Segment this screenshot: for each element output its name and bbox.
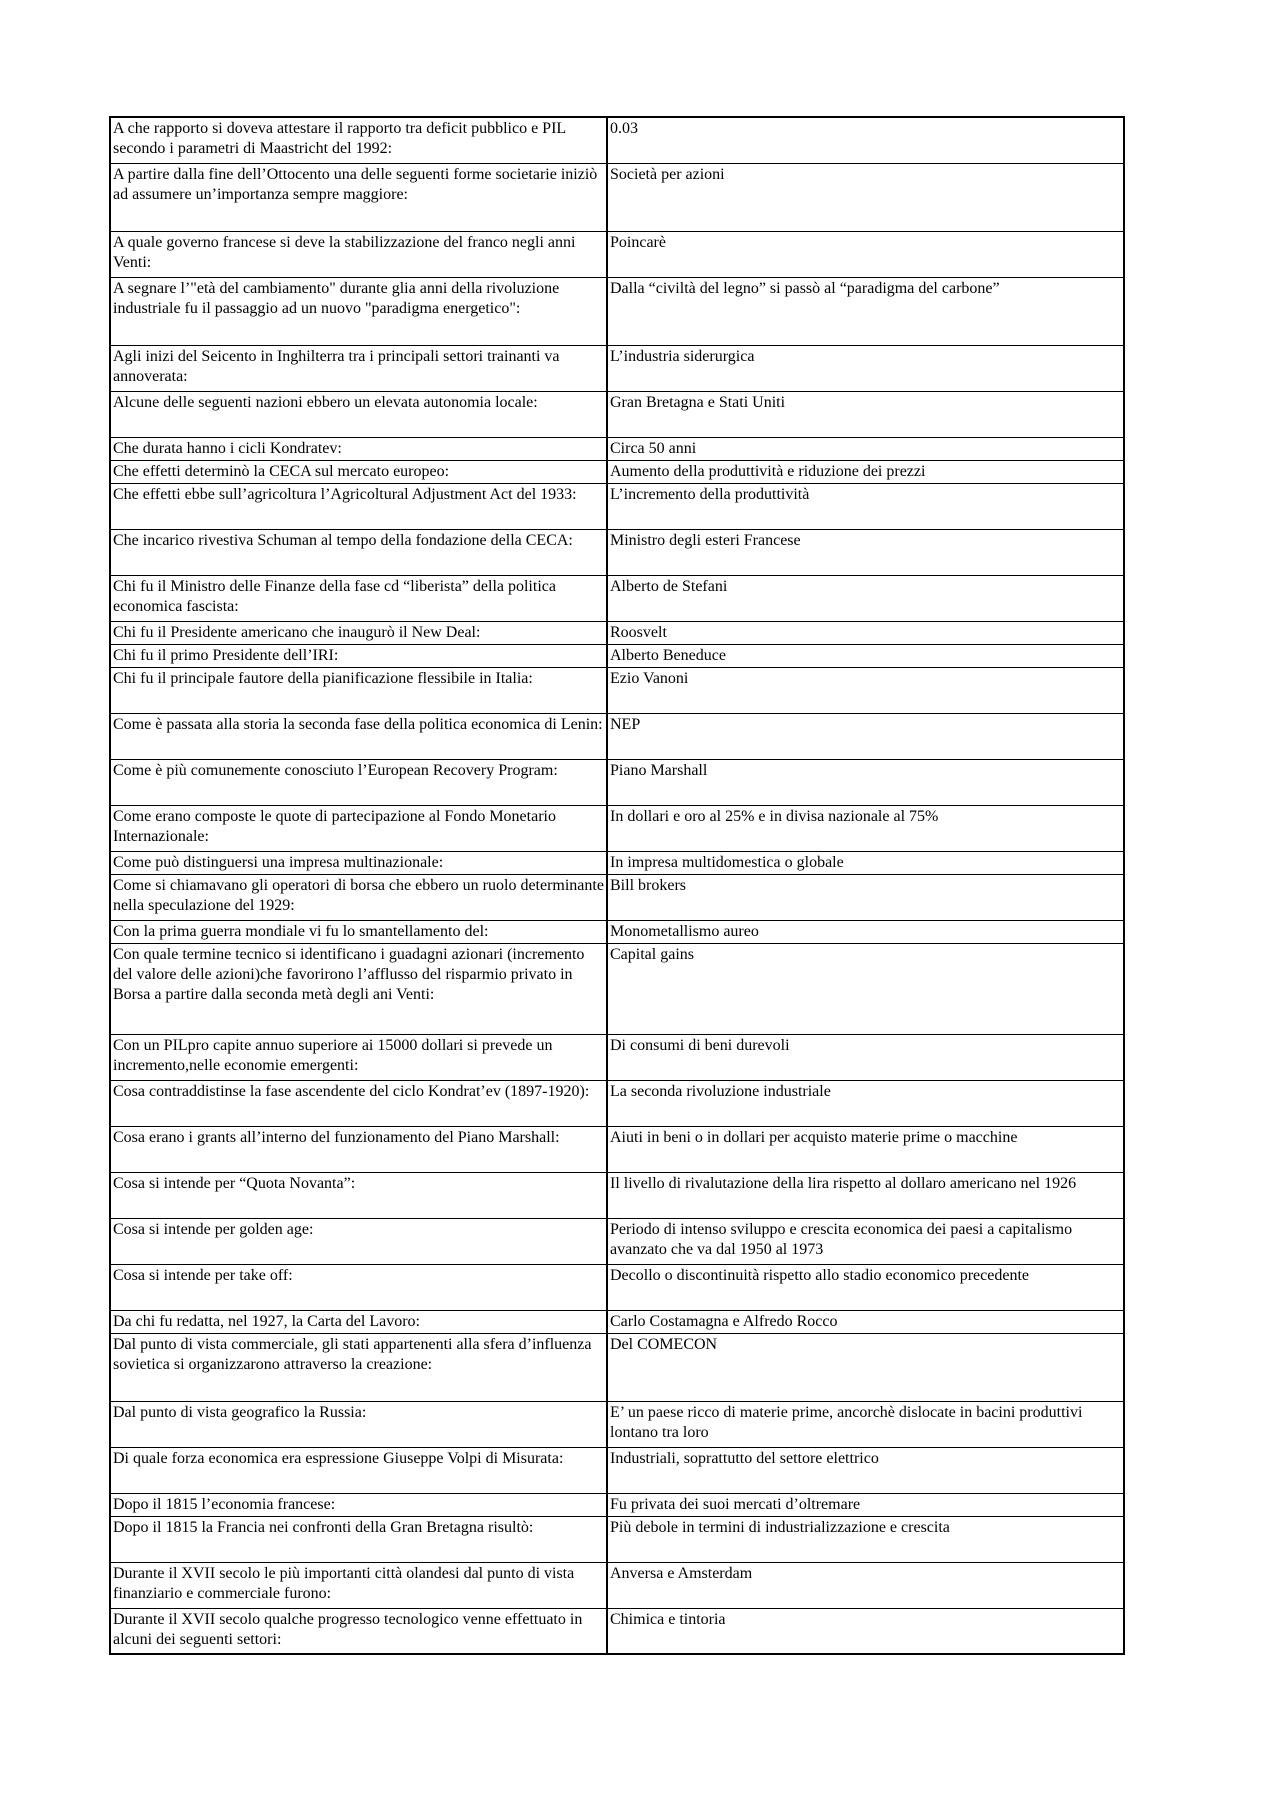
table-row [110, 575, 1124, 621]
table-row [110, 667, 1124, 713]
table-row [110, 1172, 1124, 1218]
answer-cell: Periodo di intenso sviluppo e crescita economica dei paesi a capitalismo avanzato che va dal 1950 al 1973 [607, 1218, 1124, 1264]
question-cell: Cosa si intende per “Quota Novanta”: [110, 1172, 607, 1218]
question-cell: Durante il XVII secolo le più importanti città olandesi dal punto di vista finanziario e commerciale furono: [110, 1562, 607, 1608]
question-cell: Come si chiamavano gli operatori di borsa che ebbero un ruolo determinante nella speculazione del 1929: [110, 874, 607, 920]
answer-cell: Aiuti in beni o in dollari per acquisto materie prime o macchine [607, 1126, 1124, 1172]
question-cell: Cosa si intende per take off: [110, 1264, 607, 1310]
answer-cell: Società per azioni [607, 163, 1124, 231]
question-cell: A partire dalla fine dell’Ottocento una delle seguenti forme societarie iniziò ad assumere un’importanza sempre maggiore: [110, 163, 607, 231]
question-cell: Chi fu il Presidente americano che inaugurò il New Deal: [110, 621, 607, 644]
answer-cell: Monometallismo aureo [607, 920, 1124, 943]
table-row [110, 1333, 1124, 1401]
table-row [110, 874, 1124, 920]
answer-cell: Più debole in termini di industrializzazione e crescita [607, 1516, 1124, 1562]
question-cell: Agli inizi del Seicento in Inghilterra tra i principali settori trainanti va annoverata: [110, 345, 607, 391]
qa-table [109, 116, 1125, 1655]
answer-cell: Alberto Beneduce [607, 644, 1124, 667]
question-cell: A che rapporto si doveva attestare il rapporto tra deficit pubblico e PIL secondo i parametri di Maastricht del 1992: [110, 117, 607, 163]
table-row [110, 345, 1124, 391]
answer-cell: Industriali, soprattutto del settore elettrico [607, 1447, 1124, 1493]
table-row [110, 391, 1124, 437]
answer-cell: Alberto de Stefani [607, 575, 1124, 621]
question-cell: Con la prima guerra mondiale vi fu lo smantellamento del: [110, 920, 607, 943]
table-row [110, 231, 1124, 277]
table-row [110, 163, 1124, 231]
answer-cell: Gran Bretagna e Stati Uniti [607, 391, 1124, 437]
answer-cell: Poincarè [607, 231, 1124, 277]
question-cell: Che incarico rivestiva Schuman al tempo della fondazione della CECA: [110, 529, 607, 575]
answer-cell: 0.03 [607, 117, 1124, 163]
table-row [110, 277, 1124, 345]
table-row [110, 1218, 1124, 1264]
answer-cell: Di consumi di beni durevoli [607, 1034, 1124, 1080]
answer-cell: Carlo Costamagna e Alfredo Rocco [607, 1310, 1124, 1333]
answer-cell: Ministro degli esteri Francese [607, 529, 1124, 575]
answer-cell: Bill brokers [607, 874, 1124, 920]
table-row [110, 529, 1124, 575]
answer-cell: Del COMECON [607, 1333, 1124, 1401]
question-cell: A segnare l’"età del cambiamento" durante glia anni della rivoluzione industriale fu il passaggio ad un nuovo "paradigma energetico": [110, 277, 607, 345]
question-cell: Di quale forza economica era espressione Giuseppe Volpi di Misurata: [110, 1447, 607, 1493]
table-row [110, 1310, 1124, 1333]
question-cell: Con quale termine tecnico si identificano i guadagni azionari (incremento del valore delle azioni)che favorirono l’afflusso del risparmio privato in Borsa a partire dalla seconda metà degli ani Venti: [110, 943, 607, 1034]
question-cell: Cosa si intende per golden age: [110, 1218, 607, 1264]
table-row [110, 1264, 1124, 1310]
question-cell: Che effetti determinò la CECA sul mercato europeo: [110, 460, 607, 483]
question-cell: Come è più comunemente conosciuto l’European Recovery Program: [110, 759, 607, 805]
table-row [110, 1608, 1124, 1654]
answer-cell: Circa 50 anni [607, 437, 1124, 460]
table-row [110, 1080, 1124, 1126]
table-row [110, 1401, 1124, 1447]
table-row [110, 805, 1124, 851]
answer-cell: Chimica e tintoria [607, 1608, 1124, 1654]
question-cell: Cosa contraddistinse la fase ascendente del ciclo Kondrat’ev (1897-1920): [110, 1080, 607, 1126]
answer-cell: Fu privata dei suoi mercati d’oltremare [607, 1493, 1124, 1516]
question-cell: A quale governo francese si deve la stabilizzazione del franco negli anni Venti: [110, 231, 607, 277]
question-cell: Da chi fu redatta, nel 1927, la Carta del Lavoro: [110, 1310, 607, 1333]
table-row [110, 644, 1124, 667]
question-cell: Che durata hanno i cicli Kondratev: [110, 437, 607, 460]
table-row [110, 1447, 1124, 1493]
question-cell: Cosa erano i grants all’interno del funzionamento del Piano Marshall: [110, 1126, 607, 1172]
answer-cell: In impresa multidomestica o globale [607, 851, 1124, 874]
table-row [110, 943, 1124, 1034]
question-cell: Dopo il 1815 la Francia nei confronti della Gran Bretagna risultò: [110, 1516, 607, 1562]
question-cell: Chi fu il principale fautore della pianificazione flessibile in Italia: [110, 667, 607, 713]
answer-cell: Decollo o discontinuità rispetto allo stadio economico precedente [607, 1264, 1124, 1310]
question-cell: Durante il XVII secolo qualche progresso tecnologico venne effettuato in alcuni dei seguenti settori: [110, 1608, 607, 1654]
table-row [110, 1493, 1124, 1516]
question-cell: Dopo il 1815 l’economia francese: [110, 1493, 607, 1516]
table-row [110, 1516, 1124, 1562]
table-row [110, 759, 1124, 805]
question-cell: Come può distinguersi una impresa multinazionale: [110, 851, 607, 874]
table-row [110, 920, 1124, 943]
answer-cell: Dalla “civiltà del legno” si passò al “paradigma del carbone” [607, 277, 1124, 345]
table-row [110, 1126, 1124, 1172]
question-cell: Alcune delle seguenti nazioni ebbero un elevata autonomia locale: [110, 391, 607, 437]
table-row [110, 1562, 1124, 1608]
answer-cell: L’incremento della produttività [607, 483, 1124, 529]
answer-cell: Il livello di rivalutazione della lira rispetto al dollaro americano nel 1926 [607, 1172, 1124, 1218]
answer-cell: Anversa e Amsterdam [607, 1562, 1124, 1608]
question-cell: Chi fu il Ministro delle Finanze della fase cd “liberista” della politica economica fascista: [110, 575, 607, 621]
question-cell: Con un PILpro capite annuo superiore ai 15000 dollari si prevede un incremento,nelle economie emergenti: [110, 1034, 607, 1080]
table-row [110, 621, 1124, 644]
question-cell: Chi fu il primo Presidente dell’IRI: [110, 644, 607, 667]
answer-cell: E’ un paese ricco di materie prime, ancorchè dislocate in bacini produttivi lontano tra loro [607, 1401, 1124, 1447]
question-cell: Come è passata alla storia la seconda fase della politica economica di Lenin: [110, 713, 607, 759]
answer-cell: Capital gains [607, 943, 1124, 1034]
question-cell: Come erano composte le quote di partecipazione al Fondo Monetario Internazionale: [110, 805, 607, 851]
table-row [110, 851, 1124, 874]
question-cell: Dal punto di vista commerciale, gli stati appartenenti alla sfera d’influenza sovietica si organizzarono attraverso la creazione: [110, 1333, 607, 1401]
table-row [110, 483, 1124, 529]
qa-table-body [110, 117, 1124, 1654]
question-cell: Dal punto di vista geografico la Russia: [110, 1401, 607, 1447]
table-row [110, 437, 1124, 460]
answer-cell: Piano Marshall [607, 759, 1124, 805]
answer-cell: NEP [607, 713, 1124, 759]
question-cell: Che effetti ebbe sull’agricoltura l’Agricoltural Adjustment Act del 1933: [110, 483, 607, 529]
table-row [110, 1034, 1124, 1080]
answer-cell: La seconda rivoluzione industriale [607, 1080, 1124, 1126]
answer-cell: Ezio Vanoni [607, 667, 1124, 713]
table-row [110, 713, 1124, 759]
answer-cell: Roosvelt [607, 621, 1124, 644]
answer-cell: L’industria siderurgica [607, 345, 1124, 391]
answer-cell: In dollari e oro al 25% e in divisa nazionale al 75% [607, 805, 1124, 851]
answer-cell: Aumento della produttività e riduzione dei prezzi [607, 460, 1124, 483]
table-row [110, 460, 1124, 483]
table-row [110, 117, 1124, 163]
